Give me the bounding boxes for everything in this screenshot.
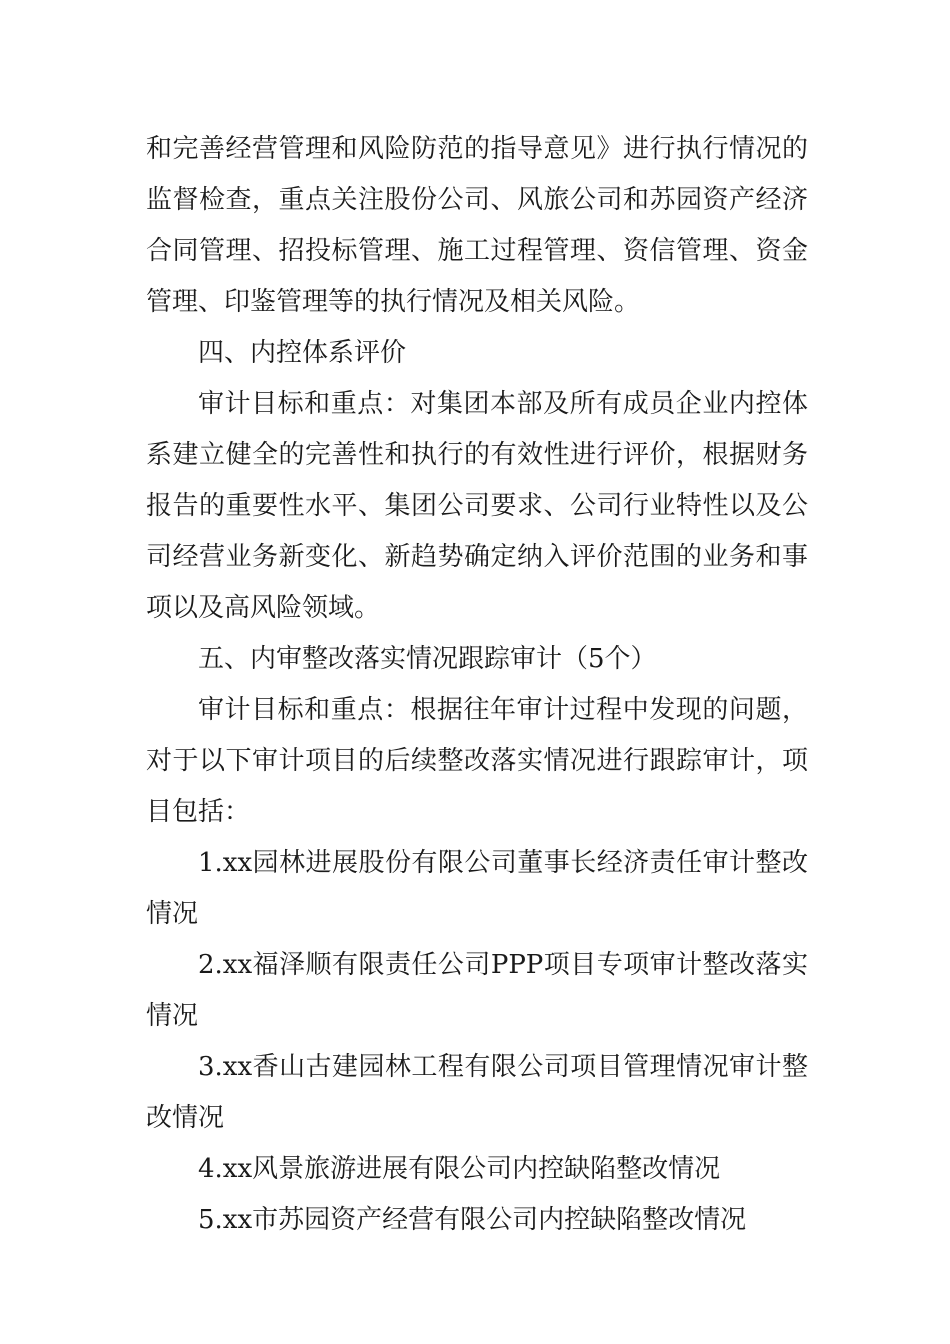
list-item-3: 3.xx香山古建园林工程有限公司项目管理情况审计整改情况 (146, 1052, 808, 1133)
section-heading-rectification-audit: 五、内审整改落实情况跟踪审计（5个） (198, 644, 657, 674)
paragraph-internal-control-objectives: 审计目标和重点：对集团本部及所有成员企业内控体系建立健全的完善性和执行的有效性进行评价，根据财务报告的重要性水平、集团公司要求、公司行业特性以及公司经营业务新变化、新趋势确定纳入评价范围的业务和事项以及高风险领域。 (146, 389, 808, 623)
paragraph-rectification-objectives: 审计目标和重点：根据往年审计过程中发现的问题，对于以下审计项目的后续整改落实情况进行跟踪审计，项目包括： (146, 695, 808, 827)
paragraph-continuation: 和完善经营管理和风险防范的指导意见》进行执行情况的监督检查，重点关注股份公司、风旅公司和苏园资产经济合同管理、招投标管理、施工过程管理、资信管理、资金管理、印鉴管理等的执行情况及相关风险。 (146, 134, 808, 317)
list-item-1: 1.xx园林进展股份有限公司董事长经济责任审计整改情况 (146, 848, 808, 929)
document-body (146, 124, 808, 1246)
list-item-2: 2.xx福泽顺有限责任公司PPP项目专项审计整改落实情况 (146, 950, 808, 1031)
list-item-4: 4.xx风景旅游进展有限公司内控缺陷整改情况 (198, 1154, 721, 1184)
list-item-5: 5.xx市苏园资产经营有限公司内控缺陷整改情况 (198, 1205, 747, 1235)
section-heading-internal-control-evaluation: 四、内控体系评价 (198, 338, 407, 368)
